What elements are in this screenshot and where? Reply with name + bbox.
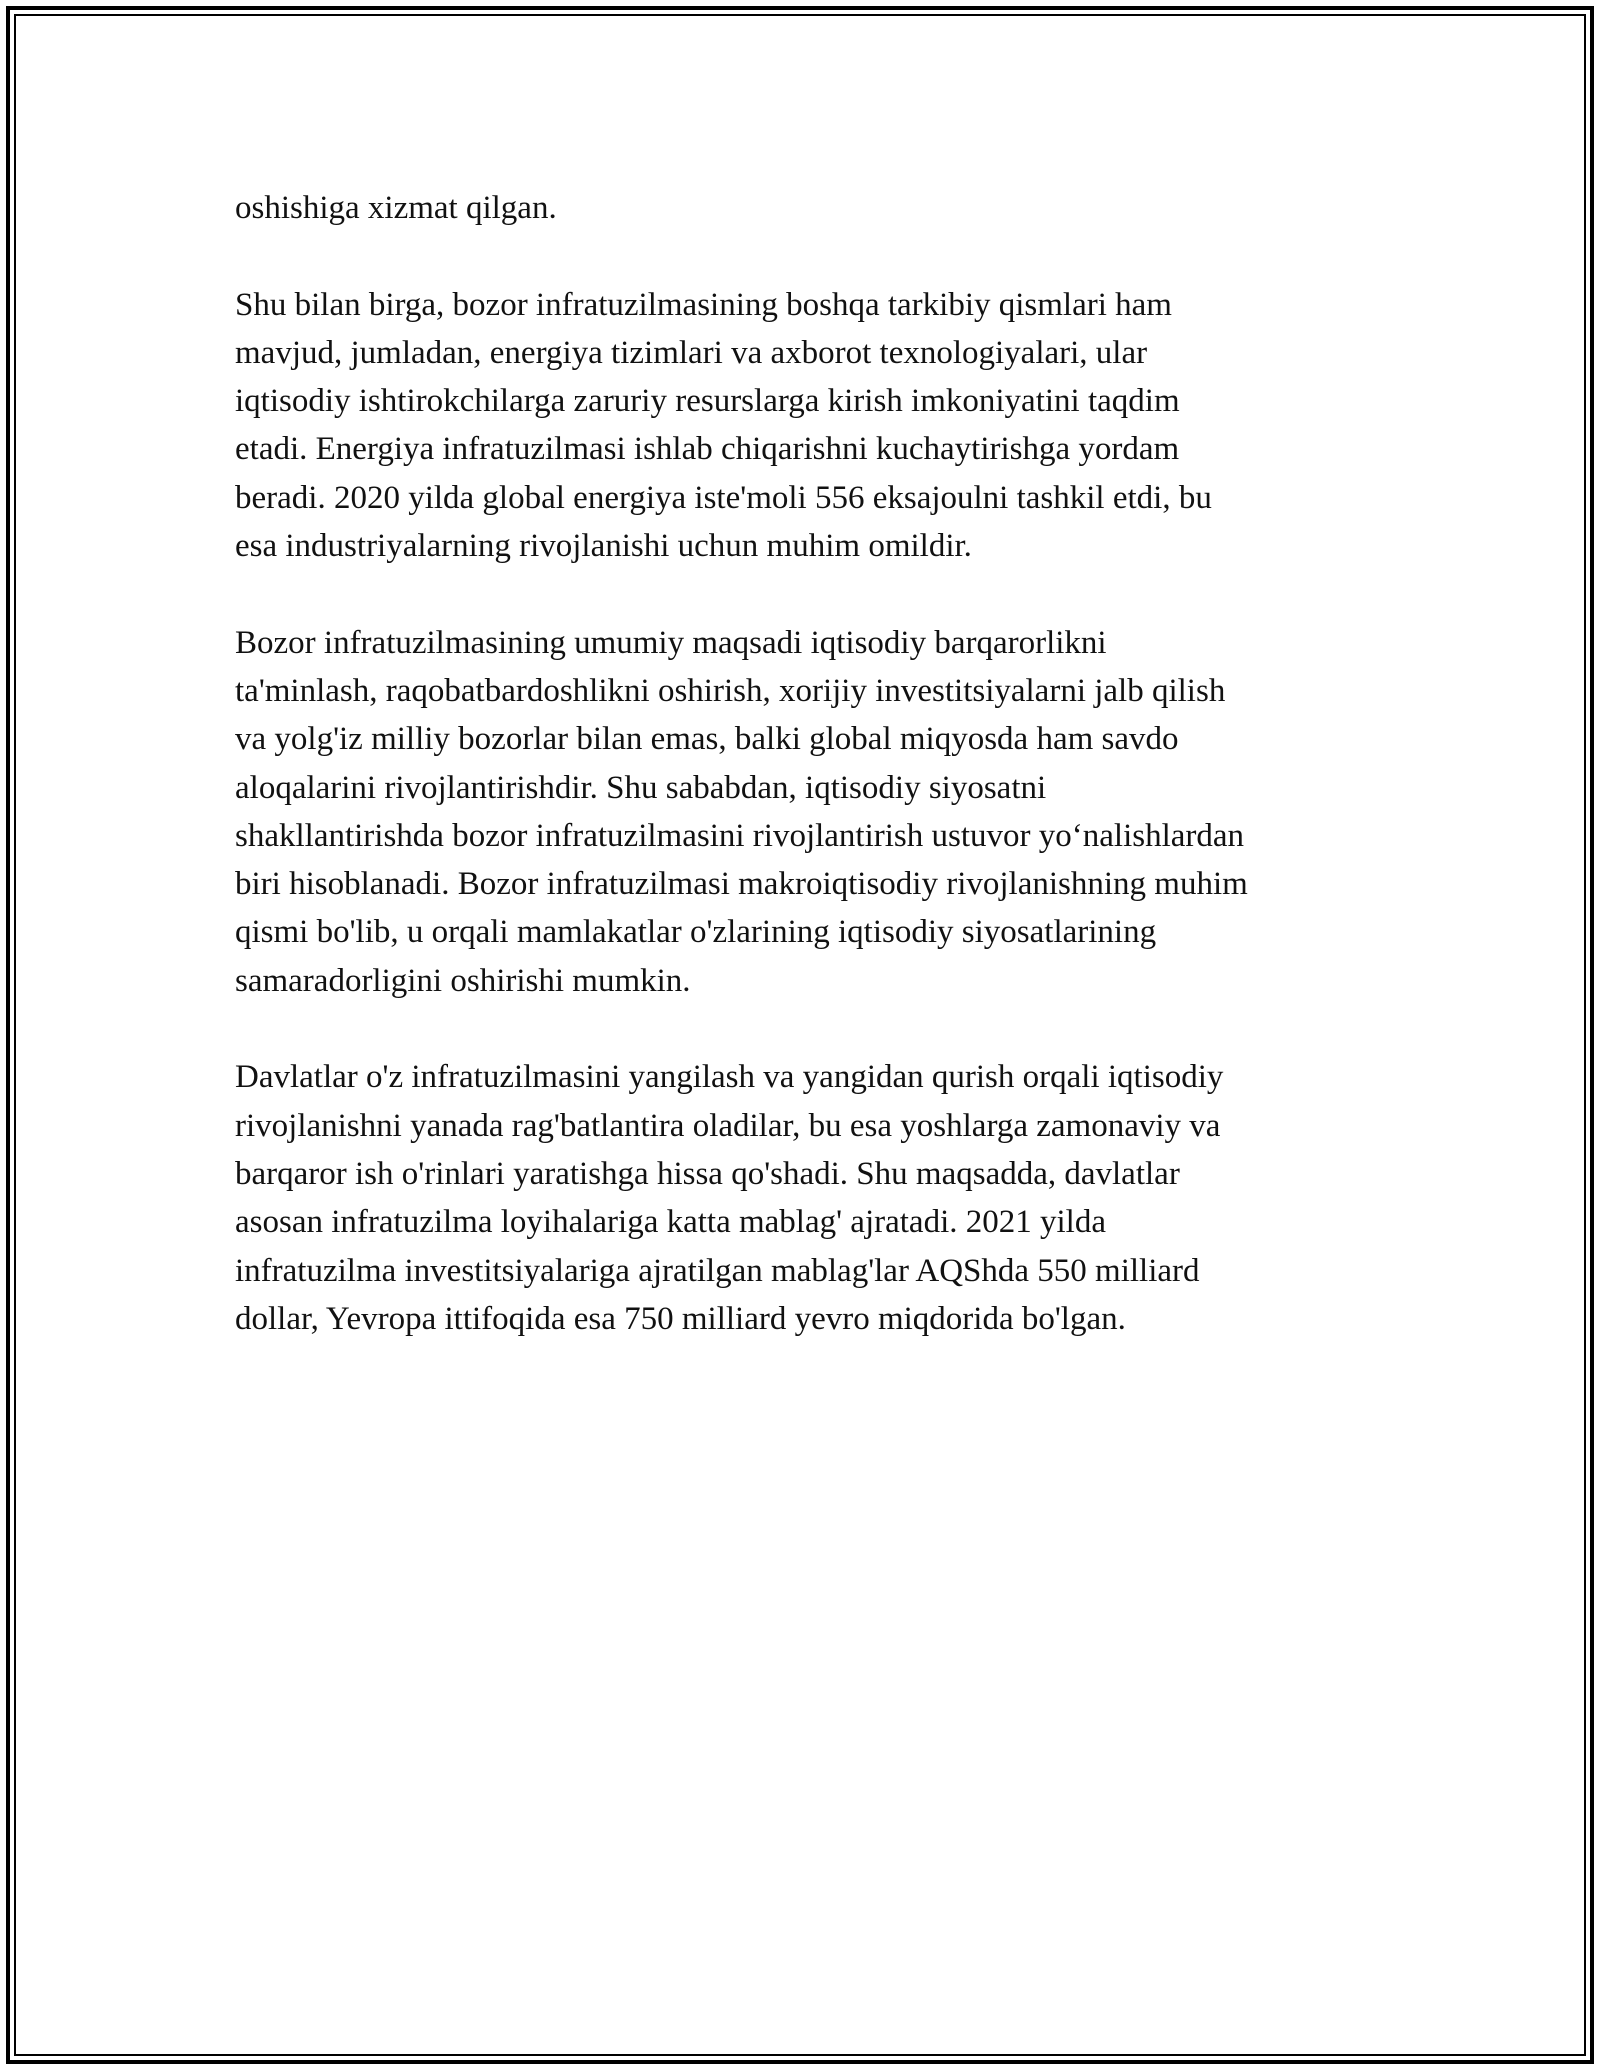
paragraph-2: Shu bilan birga, bozor infratuzilmasining boshqa tarkibiy qismlari ham mavjud, jumladan, energiya tizimlari va axborot texnologiyalari, ular iqtisodiy ishtirokchilarga zaruriy resurslarga kirish imkoniyatini taqdim etadi. Energiya infratuzilmasi ishlab chiqarishni kuchaytirishga yordam beradi. 2020 yilda global energiya iste'moli 556 eksajoulni tashkil etdi, bu esa industriyalarning rivojlanishi uchun muhim omildir. — [235, 286, 1212, 565]
document-body — [235, 184, 1370, 1391]
paragraph-3: Bozor infratuzilmasining umumiy maqsadi iqtisodiy barqarorlikni ta'minlash, raqobatbardoshlikni oshirish, xorijiy investitsiyalarni jalb qilish va yolg'iz milliy bozorlar bilan emas, balki global miqyosda ham savdo aloqalarini rivojlantirishdir. Shu sababdan, iqtisodiy siyosatni shakllantirishda bozor infratuzilmasini rivojlantirish ustuvor yo‘nalishlardan biri hisoblanadi. Bozor infratuzilmasi makroiqtisodiy rivojlanishning muhim qismi bo'lib, u orqali mamlakatlar o'zlarining iqtisodiy siyosatlarining samaradorligini oshirishi mumkin. — [235, 624, 1248, 999]
paragraph-1: oshishiga xizmat qilgan. — [235, 190, 557, 226]
paragraph-4: Davlatlar o'z infratuzilmasini yangilash va yangidan qurish orqali iqtisodiy rivojlanishni yanada rag'batlantira oladilar, bu esa yoshlarga zamonaviy va barqaror ish o'rinlari yaratishga hissa qo'shadi. Shu maqsadda, davlatlar asosan infratuzilma loyihalariga katta mablag' ajratadi. 2021 yilda infratuzilma investitsiyalariga ajratilgan mablag'lar AQShda 550 milliard dollar, Yevropa ittifoqida esa 750 milliard yevro miqdorida bo'lgan. — [235, 1059, 1224, 1337]
